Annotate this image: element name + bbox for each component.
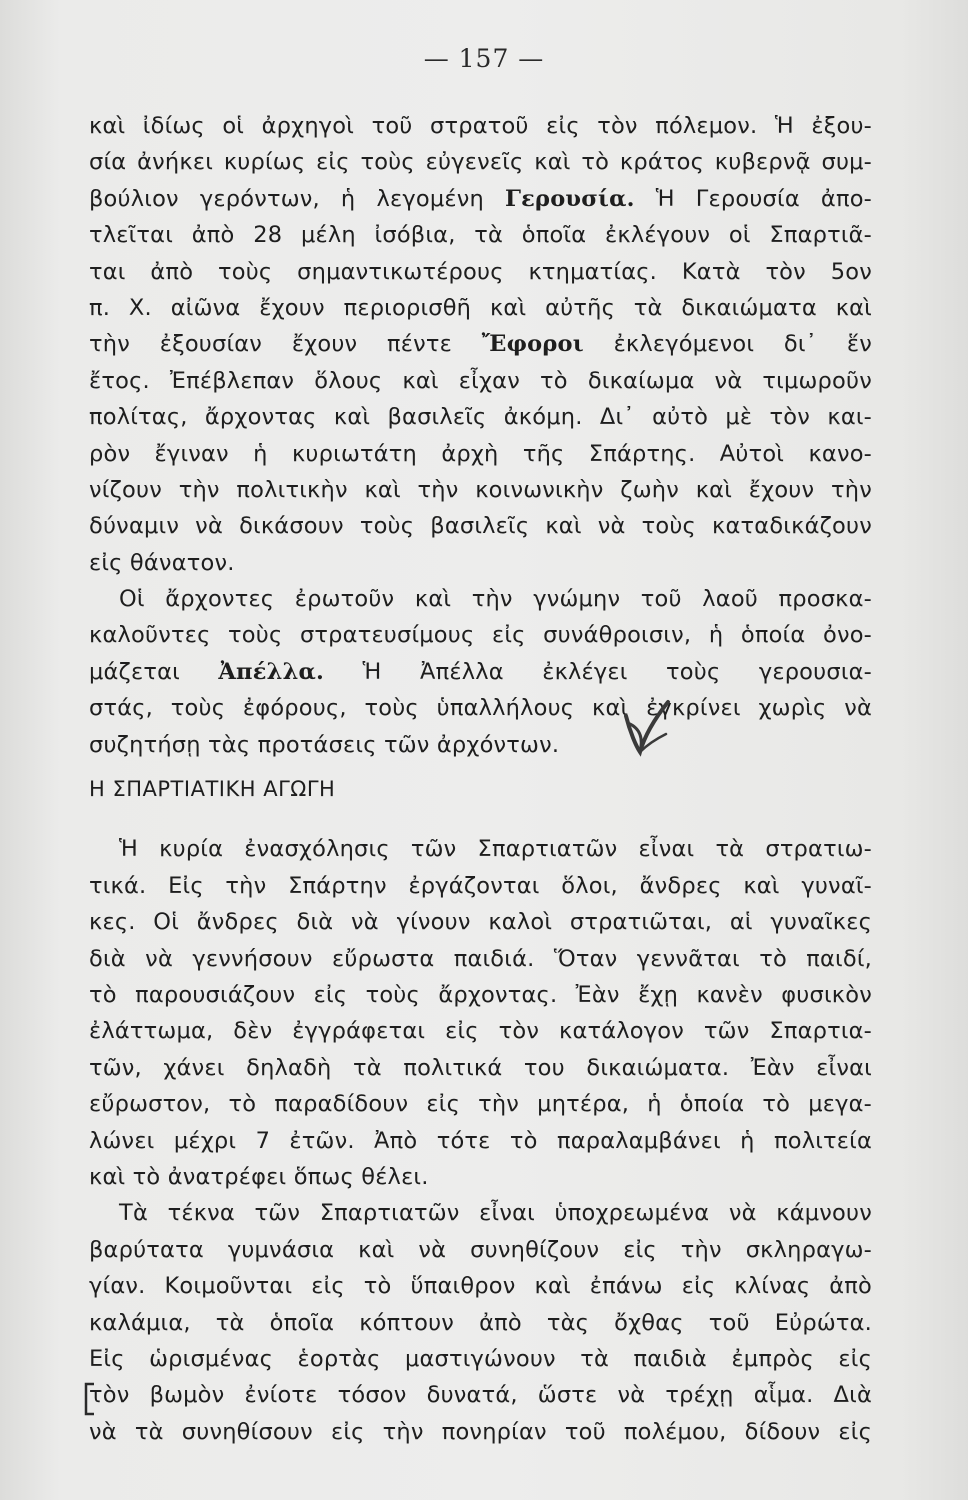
text-line: π. Χ. αἰῶνα ἔχουν περιορισθῆ καὶ αὐτῆς τὰ δικαιώματα καὶ: [89, 294, 872, 321]
text-line: γίαν. Κοιμοῦνται εἰς τὸ ὕπαιθρον καὶ ἐπάνω εἰς κλίνας ἀπὸ: [89, 1273, 872, 1300]
text-line: βαρύτατα γυμνάσια καὶ νὰ συνηθίζουν εἰς τὴν σκληραγω-: [89, 1236, 872, 1263]
text-line: τλεῖται ἀπὸ 28 μέλη ἰσόβια, τὰ ὁποῖα ἐκλέγουν οἱ Σπαρτιᾶ-: [89, 222, 872, 249]
text-line: στάς, τοὺς ἐφόρους, τοὺς ὑπαλλήλους καὶ ἐγκρίνει χωρὶς νὰ: [89, 695, 872, 722]
section-heading: Η ΣΠΑΡΤΙΑΤΙΚΗ ΑΓΩΓΗ: [89, 777, 336, 802]
text-line: κες. Οἱ ἄνδρες διὰ νὰ γίνουν καλοὶ στρατιῶται, αἱ γυναῖκες: [89, 909, 872, 936]
text-line: ἔτος. Ἐπέβλεπαν ὅλους καὶ εἶχαν τὸ δικαίωμα νὰ τιμωροῦν: [89, 367, 872, 394]
text-line: Τὰ τέκνα τῶν Σπαρτιατῶν εἶναι ὑποχρεωμένα νὰ κάμνουν: [119, 1200, 872, 1227]
text-line: εὔρωστον, τὸ παραδίδουν εἰς τὴν μητέρα, ἡ ὁποία τὸ μεγα-: [89, 1091, 872, 1118]
text-line: καὶ τὸ ἀνατρέφει ὅπως θέλει.: [89, 1163, 429, 1190]
paragraph-training: [89, 1195, 872, 1450]
text-line: διὰ νὰ γεννήσουν εὔρωστα παιδιά. Ὅταν γεννᾶται τὸ παιδί,: [89, 945, 872, 972]
page-number: — 157 —: [423, 44, 545, 73]
text-line: βούλιον γερόντων, ἡ λεγομένη Γερουσία. Ἡ Γερουσία ἀπο-: [89, 185, 872, 212]
term-eforoi: Ἔφοροι: [481, 331, 584, 358]
text-line: μάζεται Ἀπέλλα. Ἡ Ἀπέλλα ἐκλέγει τοὺς γερουσια-: [89, 658, 872, 685]
pencil-mark-icon: [618, 694, 678, 764]
text-line: Οἱ ἄρχοντες ἐρωτοῦν καὶ τὴν γνώμην τοῦ λαοῦ προσκα-: [119, 586, 872, 613]
text-line: τὸ παρουσιάζουν εἰς τοὺς ἄρχοντας. Ἐὰν ἔχῃ κανὲν φυσικὸν: [89, 981, 872, 1008]
text-line: λώνει μέχρι 7 ἐτῶν. Ἀπὸ τότε τὸ παραλαμβάνει ἡ πολιτεία: [89, 1127, 872, 1154]
text-line: τὴν ἐξουσίαν ἔχουν πέντε Ἔφοροι ἐκλεγόμενοι δι᾽ ἕν: [89, 331, 873, 358]
text-line: ἐλάττωμα, δὲν ἐγγράφεται εἰς τὸν κατάλογον τῶν Σπαρτια-: [89, 1018, 872, 1045]
text-line: καλάμια, τὰ ὁποῖα κόπτουν ἀπὸ τὰς ὄχθας τοῦ Εὐρώτα.: [89, 1309, 872, 1336]
text-line: νίζουν τὴν πολιτικὴν καὶ τὴν κοινωνικὴν ζωὴν καὶ ἔχουν τὴν: [89, 476, 872, 503]
body-text: [89, 108, 872, 1450]
text-line: πολίτας, ἄρχοντας καὶ βασιλεῖς ἀκόμη. Δι᾽ αὐτὸ μὲ τὸν και-: [89, 404, 872, 431]
term-gerousia: Γερουσία.: [505, 185, 635, 212]
paragraph-apella: [89, 581, 872, 763]
text-line: καὶ ἰδίως οἱ ἀρχηγοὶ τοῦ στρατοῦ εἰς τὸν πόλεμον. Ἡ ἐξου-: [89, 113, 872, 139]
paragraph-government: [89, 108, 872, 581]
text-line: νὰ τὰ συνηθίσουν εἰς τὴν πονηρίαν τοῦ πολέμου, δίδουν εἰς: [89, 1418, 872, 1445]
text-line: ται ἀπὸ τοὺς σημαντικωτέρους κτηματίας. Κατὰ τὸν 5ον: [89, 258, 872, 285]
text-line: τικά. Εἰς τὴν Σπάρτην ἐργάζονται ὅλοι, ἄνδρες καὶ γυναῖ-: [89, 872, 872, 899]
margin-bracket-icon: [82, 1382, 96, 1416]
text-line: καλοῦντες τοὺς στρατευσίμους εἰς συνάθροισιν, ἡ ὁποία ὀνο-: [89, 622, 872, 649]
term-apella: Ἀπέλλα.: [218, 658, 325, 685]
text-line: τῶν, χάνει δηλαδὴ τὰ πολιτικά του δικαιώματα. Ἐὰν εἶναι: [89, 1054, 872, 1081]
text-line: εἰς θάνατον.: [89, 549, 235, 576]
text-line: τὸν βωμὸν ἐνίοτε τόσον δυνατά, ὥστε νὰ τρέχῃ αἷμα. Διὰ: [89, 1382, 872, 1409]
text-line: ρὸν ἔγιναν ἡ κυριωτάτη ἀρχὴ τῆς Σπάρτης. Αὐτοὶ κανο-: [89, 440, 872, 467]
text-line: Ἡ κυρία ἐνασχόλησις τῶν Σπαρτιατῶν εἶναι τὰ στρατιω-: [119, 836, 872, 863]
paragraph-upbringing: [89, 831, 872, 1195]
text-line: δύναμιν νὰ δικάσουν τοὺς βασιλεῖς καὶ νὰ τοὺς καταδικάζουν: [89, 513, 872, 540]
text-line: Εἰς ὡρισμένας ἑορτὰς μαστιγώνουν τὰ παιδιὰ ἐμπρὸς εἰς: [89, 1345, 872, 1372]
text-line: σία ἀνήκει κυρίως εἰς τοὺς εὐγενεῖς καὶ τὸ κράτος κυβερνᾷ συμ-: [89, 149, 872, 176]
text-line: συζητήσῃ τὰς προτάσεις τῶν ἀρχόντων.: [89, 731, 560, 758]
